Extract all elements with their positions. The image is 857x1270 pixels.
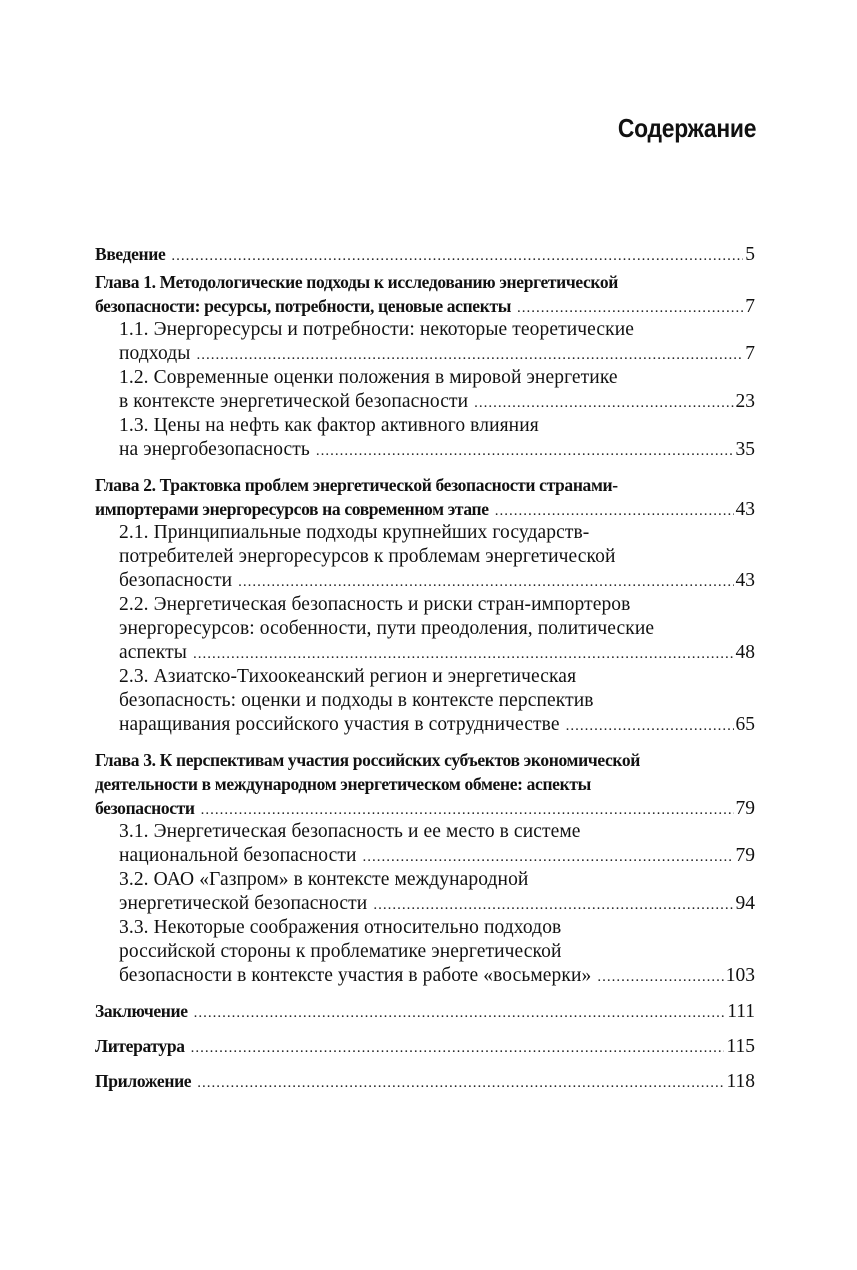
dot-leader	[566, 714, 734, 737]
toc-chapter-entry[interactable]	[95, 473, 755, 521]
dot-leader	[197, 1071, 724, 1093]
toc-entry-line	[95, 242, 755, 266]
toc-entry-text: безопасность: оценки и подходы в контексте перспектив	[119, 690, 594, 711]
toc-entry-text: 3.3. Некоторые соображения относительно подходов	[119, 917, 562, 938]
toc-entry-line	[119, 593, 755, 617]
toc-entry-line	[119, 820, 755, 844]
dot-leader	[194, 1001, 726, 1023]
toc-entry-line	[119, 390, 755, 414]
toc-entry-text: Глава 3. К перспективам участия российских субъектов экономической	[95, 750, 641, 770]
entry-spacer	[95, 462, 755, 473]
toc-entry-text: национальной безопасности	[119, 845, 357, 866]
toc-entry-line	[95, 796, 755, 820]
toc-entry-line	[119, 940, 755, 964]
toc-section-entry[interactable]	[95, 366, 755, 414]
toc-entry-line	[119, 569, 755, 593]
toc-entry-text: наращивания российского участия в сотрудничестве	[119, 714, 560, 735]
toc-section-entry[interactable]	[95, 820, 755, 868]
toc-entry-line	[95, 1069, 755, 1093]
toc-entry-text: импортерами энергоресурсов на современном этапе	[95, 499, 489, 519]
page-number: 79	[735, 845, 755, 866]
dot-leader	[193, 642, 734, 665]
page-number: 111	[727, 1001, 755, 1022]
page-title: Содержание	[617, 113, 756, 143]
toc-entry-line	[119, 342, 755, 366]
toc-entry-line	[119, 665, 755, 689]
entry-spacer	[95, 988, 755, 999]
dot-leader	[171, 244, 743, 266]
toc-entry-text: Введение	[95, 244, 166, 264]
toc-entry-text: 3.2. ОАО «Газпром» в контексте международной	[119, 869, 529, 890]
toc-chapter-entry[interactable]	[95, 1034, 755, 1058]
toc-section-entry[interactable]	[95, 916, 755, 988]
toc-entry-line	[119, 366, 755, 390]
toc-entry-text: 1.3. Цены на нефть как фактор активного влияния	[119, 415, 539, 436]
toc-entry-line	[95, 473, 755, 497]
toc-entry-text: аспекты	[119, 642, 187, 663]
toc-section-entry[interactable]	[95, 318, 755, 366]
toc-chapter-entry[interactable]	[95, 242, 755, 266]
toc-section-entry[interactable]	[95, 593, 755, 665]
page-number: 43	[735, 499, 755, 520]
toc-entry-line	[119, 617, 755, 641]
toc-entry-line	[119, 414, 755, 438]
toc-entry-line	[119, 844, 755, 868]
toc-entry-text: 2.1. Принципиальные подходы крупнейших государств-	[119, 522, 590, 543]
dot-leader	[238, 570, 733, 593]
toc-entry-line	[119, 641, 755, 665]
toc-entry-line	[119, 545, 755, 569]
dot-leader	[474, 391, 733, 414]
toc-entry-line	[95, 497, 755, 521]
page-number: 7	[745, 296, 755, 317]
toc-entry-line	[119, 892, 755, 916]
dot-leader	[196, 343, 743, 366]
dot-leader	[191, 1036, 725, 1058]
toc-section-entry[interactable]	[95, 868, 755, 916]
entry-spacer	[95, 1058, 755, 1069]
toc-entry-text: 2.2. Энергетическая безопасность и риски стран-импортеров	[119, 594, 631, 615]
page-number: 5	[745, 244, 755, 265]
dot-leader	[495, 499, 734, 521]
toc-entry-text: безопасности: ресурсы, потребности, ценовые аспекты	[95, 296, 512, 316]
entry-spacer	[95, 737, 755, 748]
toc-entry-text: Заключение	[95, 1001, 188, 1021]
page-number: 7	[745, 343, 755, 364]
toc-entry-text: безопасности в контексте участия в работе «восьмерки»	[119, 965, 592, 986]
entry-spacer	[95, 1023, 755, 1034]
toc-entry-text: энергетической безопасности	[119, 893, 368, 914]
toc-chapter-entry[interactable]	[95, 748, 755, 820]
toc-entry-text: безопасности	[95, 798, 195, 818]
toc-entry-line	[119, 689, 755, 713]
toc-entry-text: 1.1. Энергоресурсы и потребности: некоторые теоретические	[119, 319, 635, 340]
toc-entry-line	[95, 1034, 755, 1058]
toc-entry-text: 2.3. Азиатско-Тихоокеанский регион и энергетическая	[119, 666, 577, 687]
toc-entry-text: Литература	[95, 1036, 185, 1056]
dot-leader	[597, 965, 723, 988]
toc-entry-line	[95, 999, 755, 1023]
page-number: 48	[735, 642, 755, 663]
toc-entry-text: в контексте энергетической безопасности	[119, 391, 469, 412]
dot-leader	[373, 893, 733, 916]
toc-entry-line	[119, 964, 755, 988]
page-number: 23	[735, 391, 755, 412]
dot-leader	[316, 439, 734, 462]
page-number: 79	[735, 798, 755, 819]
page-number: 103	[725, 965, 755, 986]
toc-chapter-entry[interactable]	[95, 1069, 755, 1093]
toc-chapter-entry[interactable]	[95, 999, 755, 1023]
toc-entry-line	[95, 772, 755, 796]
toc-chapter-entry[interactable]	[95, 270, 755, 318]
dot-leader	[201, 798, 734, 820]
page-number: 115	[726, 1036, 755, 1057]
toc-entry-line	[119, 868, 755, 892]
toc-entry-text: Глава 2. Трактовка проблем энергетической безопасности странами-	[95, 475, 618, 495]
toc-entry-line	[119, 318, 755, 342]
toc-section-entry[interactable]	[95, 665, 755, 737]
toc-section-entry[interactable]	[95, 414, 755, 462]
toc-entry-text: на энергобезопасность	[119, 439, 310, 460]
dot-leader	[517, 296, 743, 318]
page-number: 118	[726, 1071, 755, 1092]
toc-entry-text: энергоресурсов: особенности, пути преодоления, политические	[119, 618, 655, 639]
toc-entry-text: потребителей энергоресурсов к проблемам энергетической	[119, 546, 616, 567]
dot-leader	[363, 845, 734, 868]
toc-entry-text: Приложение	[95, 1071, 192, 1091]
toc-entry-line	[119, 521, 755, 545]
toc-entry-text: безопасности	[119, 570, 233, 591]
toc-entry-text: деятельности в международном энергетическом обмене: аспекты	[95, 774, 591, 794]
toc-entry-line	[119, 713, 755, 737]
toc-entry-line	[95, 270, 755, 294]
page-number: 65	[735, 714, 755, 735]
page-number: 94	[735, 893, 755, 914]
toc-entry-text: 1.2. Современные оценки положения в мировой энергетике	[119, 367, 618, 388]
toc-section-entry[interactable]	[95, 521, 755, 593]
toc-entry-line	[119, 916, 755, 940]
toc-entry-line	[95, 294, 755, 318]
toc-entry-text: Глава 1. Методологические подходы к исследованию энергетической	[95, 272, 619, 292]
toc-entry-text: 3.1. Энергетическая безопасность и ее место в системе	[119, 821, 581, 842]
toc-entry-line	[119, 438, 755, 462]
table-of-contents	[95, 242, 755, 1093]
toc-entry-text: подходы	[119, 343, 191, 364]
toc-entry-line	[95, 748, 755, 772]
toc-entry-text: российской стороны к проблематике энергетической	[119, 941, 562, 962]
page-number: 43	[735, 570, 755, 591]
page-number: 35	[735, 439, 755, 460]
